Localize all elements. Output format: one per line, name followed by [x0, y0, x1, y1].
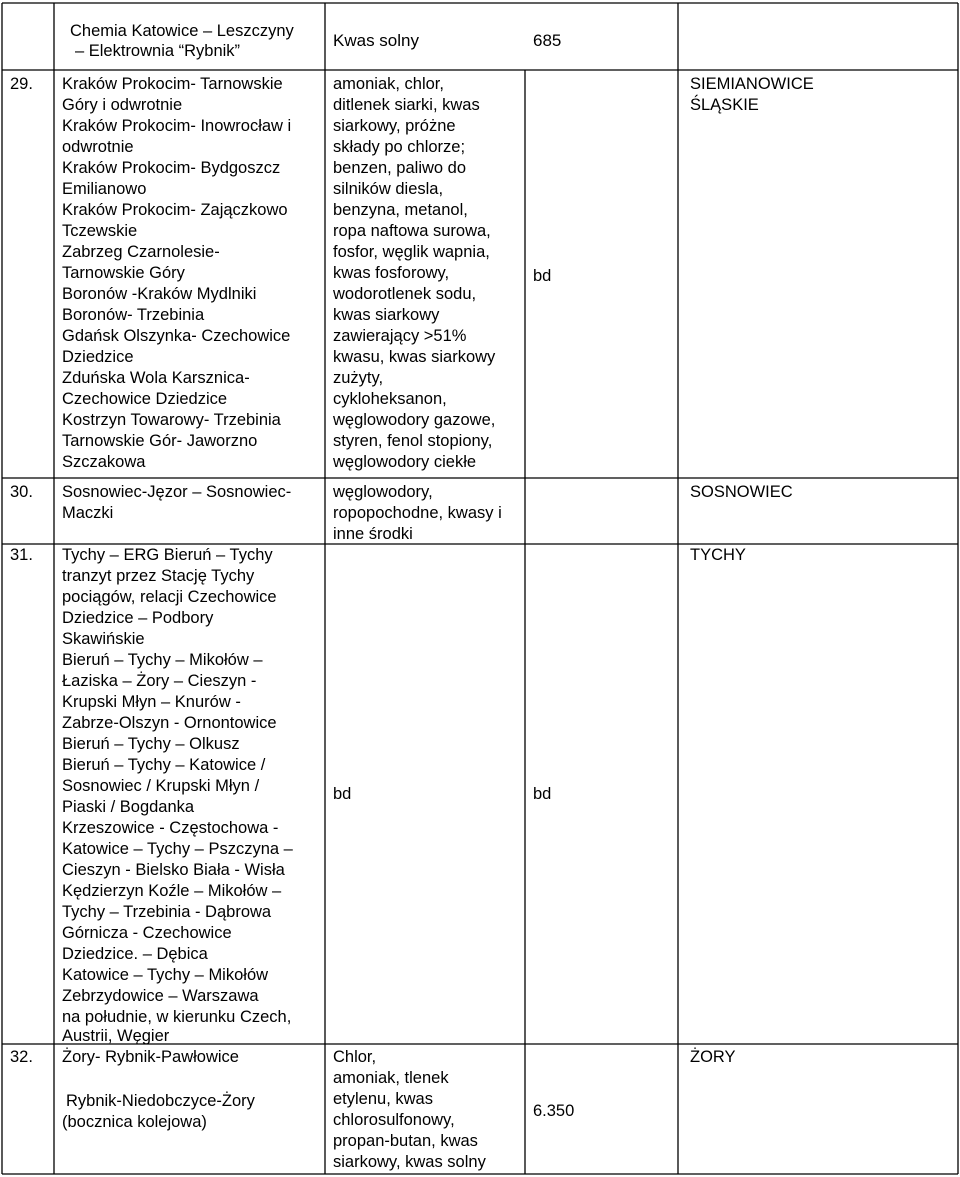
- material-line: silników diesla,: [333, 180, 444, 198]
- route-line: Kraków Prokocim- Inowrocław i: [62, 117, 292, 135]
- route-line: Zabrzeg Czarnolesie-: [62, 243, 220, 261]
- route-line: Chemia Katowice – Leszczyny: [70, 22, 294, 40]
- material-line: ropopochodne, kwasy i: [333, 504, 502, 522]
- route-line: Tarnowskie Góry: [62, 264, 185, 282]
- route-line: Bieruń – Tychy – Olkusz: [62, 735, 240, 753]
- material-line: siarkowy, próżne: [333, 117, 456, 135]
- route-line: Piaski / Bogdanka: [62, 798, 195, 816]
- route-line: Zabrze-Olszyn - Ornontowice: [62, 714, 277, 732]
- municipality-line: ŚLĄSKIE: [690, 96, 759, 114]
- municipality-line: SIEMIANOWICE: [690, 75, 814, 93]
- material-line: wodorotlenek sodu,: [333, 285, 477, 303]
- route-line: Żory- Rybnik-Pawłowice: [62, 1048, 239, 1066]
- material-line: kwas siarkowy: [333, 306, 440, 324]
- route-line: Kostrzyn Towarowy- Trzebinia: [62, 411, 281, 429]
- quantity-cell: 6.350: [533, 1102, 575, 1120]
- route-line: Austrii, Węgier: [62, 1027, 170, 1045]
- route-line: Kraków Prokocim- Tarnowskie: [62, 75, 283, 93]
- quantity-cell: 685: [533, 31, 562, 50]
- route-line: Tarnowskie Gór- Jaworzno: [62, 432, 258, 450]
- route-line: Sosnowiec / Krupski Młyn /: [62, 777, 260, 795]
- material-line: etylenu, kwas: [333, 1090, 433, 1108]
- route-line: Rybnik-Niedobczyce-Żory: [66, 1092, 255, 1110]
- material-line: węglowodory gazowe,: [333, 411, 496, 429]
- route-line: Czechowice Dziedzice: [62, 390, 228, 408]
- quantity-cell: bd: [533, 267, 552, 285]
- route-line: Katowice – Tychy – Pszczyna –: [62, 840, 293, 858]
- route-line: Sosnowiec-Jęzor – Sosnowiec-: [62, 483, 292, 501]
- material-line: propan-butan, kwas: [333, 1132, 478, 1150]
- route-line: – Elektrownia “Rybnik”: [75, 42, 241, 60]
- material-line: Chlor,: [333, 1048, 377, 1066]
- route-line: (bocznica kolejowa): [62, 1113, 207, 1131]
- route-line: Boronów- Trzebinia: [62, 306, 205, 324]
- route-line: Krupski Młyn – Knurów -: [62, 693, 241, 711]
- route-line: Boronów -Kraków Mydlniki: [62, 285, 257, 303]
- municipality-line: TYCHY: [690, 546, 746, 564]
- material-line: kwasu, kwas siarkowy: [333, 348, 496, 366]
- material-line: amoniak, tlenek: [333, 1069, 449, 1087]
- route-line: Łaziska – Żory – Cieszyn -: [62, 672, 257, 690]
- row-number: 30.: [10, 483, 33, 501]
- quantity-cell: bd: [533, 785, 552, 803]
- route-line: na południe, w kierunku Czech,: [62, 1008, 292, 1026]
- row-number: 29.: [10, 75, 33, 93]
- municipality-line: SOSNOWIEC: [690, 483, 793, 501]
- material-line: ditlenek siarki, kwas: [333, 96, 480, 114]
- route-line: odwrotnie: [62, 138, 134, 156]
- route-line: Dziedzice: [62, 348, 134, 366]
- route-line: Maczki: [62, 504, 114, 522]
- material-line: cykloheksanon,: [333, 390, 447, 408]
- route-line: Bieruń – Tychy – Katowice /: [62, 756, 266, 774]
- material-line: amoniak, chlor,: [333, 75, 444, 93]
- material-line: styren, fenol stopiony,: [333, 432, 493, 450]
- route-line: pociągów, relacji Czechowice: [62, 588, 277, 606]
- route-line: Bieruń – Tychy – Mikołów –: [62, 651, 263, 669]
- material-line: węglowodory,: [333, 483, 433, 501]
- material-line: ropa naftowa surowa,: [333, 222, 491, 240]
- material-line: zawierający >51%: [333, 327, 467, 345]
- route-line: Krzeszowice - Częstochowa -: [62, 819, 279, 837]
- route-line: Cieszyn - Bielsko Biała - Wisła: [62, 861, 285, 879]
- route-line: Górnicza - Czechowice: [62, 924, 232, 942]
- material-line: Kwas solny: [333, 31, 419, 50]
- route-line: Kraków Prokocim- Zajączkowo: [62, 201, 288, 219]
- material-line: siarkowy, kwas solny: [333, 1153, 486, 1171]
- material-line: składy po chlorze;: [333, 138, 466, 156]
- route-line: Tychy – Trzebinia - Dąbrowa: [62, 903, 272, 921]
- material-line: fosfor, węglik wapnia,: [333, 243, 490, 261]
- material-line: inne środki: [333, 525, 413, 543]
- material-line: zużyty,: [333, 369, 384, 387]
- route-line: Góry i odwrotnie: [62, 96, 183, 114]
- row-number: 32.: [10, 1048, 33, 1066]
- route-line: Katowice – Tychy – Mikołów: [62, 966, 269, 984]
- row-number: 31.: [10, 546, 33, 564]
- material-line: benzen, paliwo do: [333, 159, 467, 177]
- route-line: Gdańsk Olszynka- Czechowice: [62, 327, 291, 345]
- route-line: Kraków Prokocim- Bydgoszcz: [62, 159, 281, 177]
- route-line: Dziedzice – Podbory: [62, 609, 214, 627]
- material-line: benzyna, metanol,: [333, 201, 468, 219]
- route-line: tranzyt przez Stację Tychy: [62, 567, 255, 585]
- route-line: Skawińskie: [62, 630, 145, 648]
- material-line: węglowodory ciekłe: [333, 453, 477, 471]
- route-line: Tczewskie: [62, 222, 138, 240]
- material-line: chlorosulfonowy,: [333, 1111, 455, 1129]
- route-line: Emilianowo: [62, 180, 147, 198]
- route-line: Tychy – ERG Bieruń – Tychy: [62, 546, 273, 564]
- route-line: Szczakowa: [62, 453, 146, 471]
- municipality-line: ŻORY: [690, 1048, 736, 1066]
- route-line: Dziedzice. – Dębica: [62, 945, 208, 963]
- material-line: kwas fosforowy,: [333, 264, 450, 282]
- route-line: Zduńska Wola Karsznica-: [62, 369, 250, 387]
- route-line: Kędzierzyn Koźle – Mikołów –: [62, 882, 282, 900]
- material-line: bd: [333, 785, 352, 803]
- route-line: Zebrzydowice – Warszawa: [62, 987, 259, 1005]
